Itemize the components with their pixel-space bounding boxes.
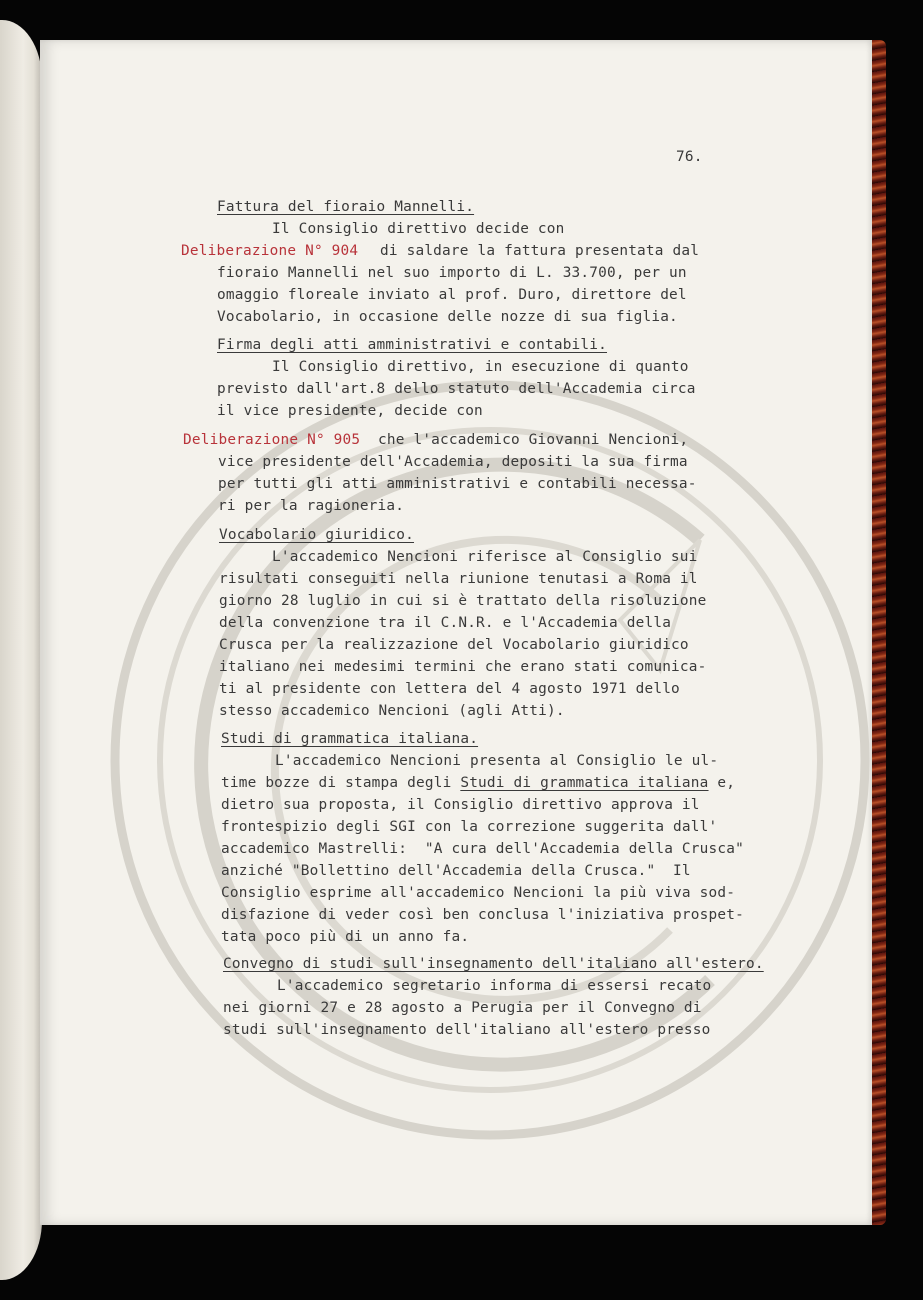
- paragraph-line: ri per la ragioneria.: [218, 498, 405, 514]
- paragraph-line: Vocabolario, in occasione delle nozze di sua figlia.: [217, 309, 678, 325]
- deliberation-label-904: Deliberazione N° 904: [181, 243, 359, 259]
- paragraph-line: previsto dall'art.8 dello statuto dell'Accademia circa: [217, 381, 696, 397]
- paragraph-line: ti al presidente con lettera del 4 agosto 1971 dello: [219, 681, 680, 697]
- heading-fattura: Fattura del fioraio Mannelli.: [217, 199, 475, 215]
- paragraph-line: Il Consiglio direttivo decide con: [272, 221, 565, 237]
- paragraph-line: che l'accademico Giovanni Nencioni,: [378, 432, 689, 448]
- paragraph-line: tata poco più di un anno fa.: [221, 929, 470, 945]
- text-run: time bozze di stampa degli: [221, 775, 461, 791]
- heading-studi-grammatica: Studi di grammatica italiana.: [221, 731, 479, 747]
- paragraph-line: [221, 772, 735, 794]
- paragraph-line: italiano nei medesimi termini che erano stati comunica-: [219, 659, 707, 675]
- publication-title: Studi di grammatica italiana: [460, 775, 709, 791]
- paragraph-line: stesso accademico Nencioni (agli Atti).: [219, 703, 565, 719]
- paragraph-line: accademico Mastrelli: "A cura dell'Accademia della Crusca": [221, 841, 744, 857]
- heading-vocabolario: Vocabolario giuridico.: [219, 527, 415, 543]
- paragraph-line: anziché "Bollettino dell'Accademia della Crusca." Il: [221, 863, 691, 879]
- paragraph-line: Crusca per la realizzazione del Vocabolario giuridico: [219, 637, 689, 653]
- paragraph-line: della convenzione tra il C.N.R. e l'Accademia della: [219, 615, 672, 631]
- paragraph-line: risultati conseguiti nella riunione tenutasi a Roma il: [219, 571, 698, 587]
- paragraph-line: disfazione di veder così ben conclusa l'iniziativa prospet-: [221, 907, 744, 923]
- page-number: 76.: [676, 149, 703, 165]
- heading-convegno: Convegno di studi sull'insegnamento dell'italiano all'estero.: [223, 956, 764, 972]
- paragraph-line: L'accademico Nencioni presenta al Consiglio le ul-: [275, 753, 719, 769]
- paragraph-line: giorno 28 luglio in cui si è trattato della risoluzione: [219, 593, 707, 609]
- paragraph-line: fioraio Mannelli nel suo importo di L. 33.700, per un: [217, 265, 687, 281]
- paragraph-line: di saldare la fattura presentata dal: [380, 243, 700, 259]
- paragraph-line: omaggio floreale inviato al prof. Duro, direttore del: [217, 287, 687, 303]
- paragraph-line: vice presidente dell'Accademia, depositi la sua firma: [218, 454, 688, 470]
- document-page: [40, 40, 872, 1225]
- paragraph-line: per tutti gli atti amministrativi e contabili necessa-: [218, 476, 697, 492]
- paragraph-line: L'accademico segretario informa di essersi recato: [277, 978, 712, 994]
- paragraph-line: frontespizio degli SGI con la correzione suggerita dall': [221, 819, 718, 835]
- text-run: e,: [708, 775, 736, 791]
- paragraph-line: L'accademico Nencioni riferisce al Consiglio sui: [272, 549, 698, 565]
- paragraph-line: il vice presidente, decide con: [217, 403, 483, 419]
- heading-firma: Firma degli atti amministrativi e contabili.: [217, 337, 608, 353]
- paragraph-line: dietro sua proposta, il Consiglio direttivo approva il: [221, 797, 700, 813]
- facing-page-edge: [0, 20, 42, 1280]
- deliberation-label-905: Deliberazione N° 905: [183, 432, 361, 448]
- paragraph-line: nei giorni 27 e 28 agosto a Perugia per il Convegno di: [223, 1000, 702, 1016]
- paragraph-line: Consiglio esprime all'accademico Nencioni la più viva sod-: [221, 885, 736, 901]
- paragraph-line: studi sull'insegnamento dell'italiano all'estero presso: [223, 1022, 711, 1038]
- paragraph-line: Il Consiglio direttivo, in esecuzione di quanto: [272, 359, 689, 375]
